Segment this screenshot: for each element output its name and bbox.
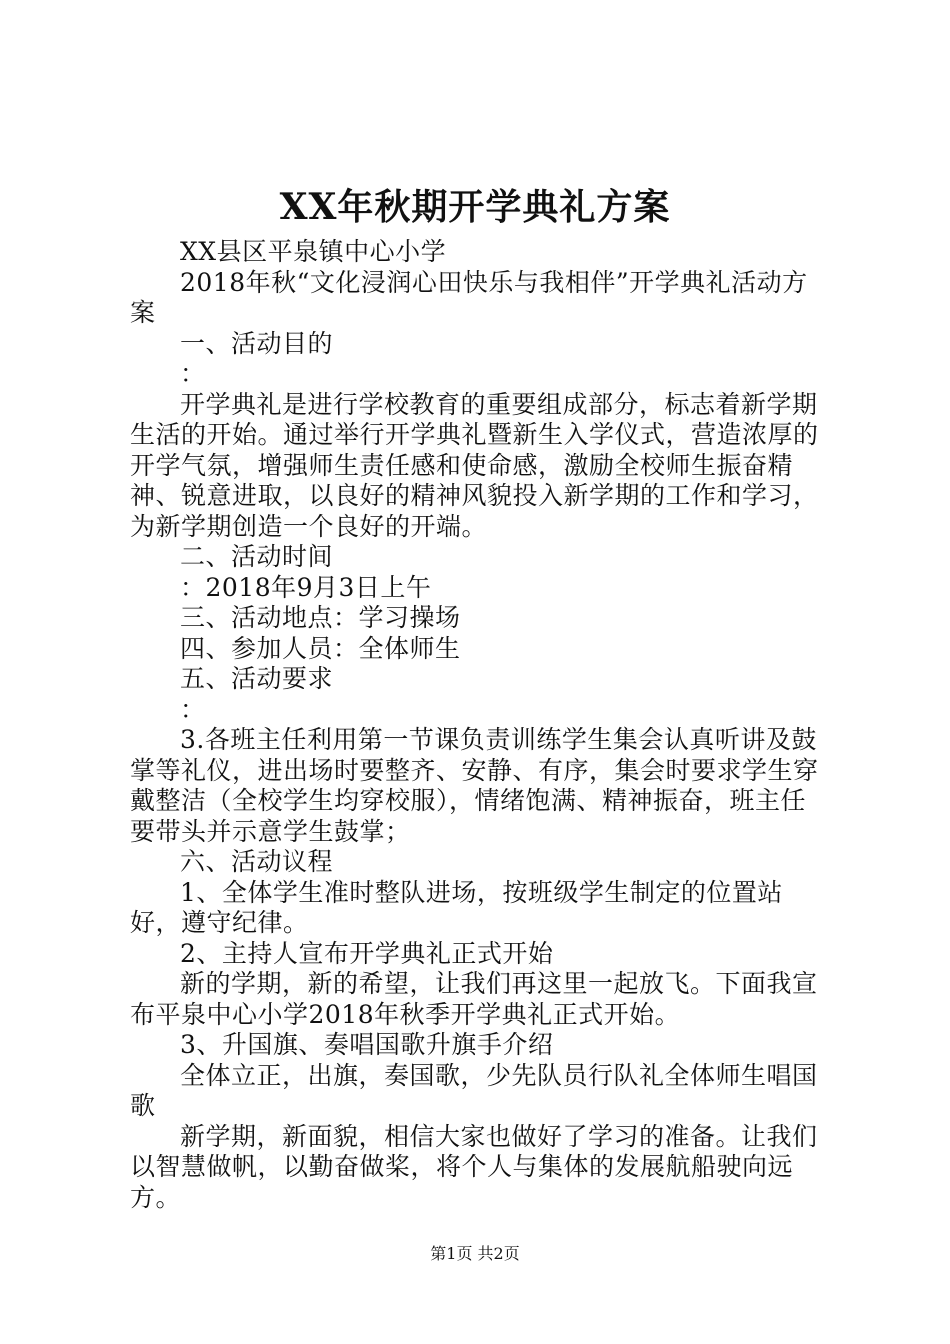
document-title: XX年秋期开学典礼方案: [279, 186, 671, 228]
paragraph-purpose-text: 开学典礼是进行学校教育的重要组成部分，标志着新学期生活的开始。通过举行开学典礼暨新生入学仪式，营造浓厚的开学气氛，增强师生责任感和使命感，激励全校师生振奋精神、锐意进取，以良好的精神风貌投入新学期的工作和学习，为新学期创造一个良好的开端。: [130, 389, 819, 541]
paragraph-agenda-item-3-text: 全体立正，出旗，奏国歌，少先队员行队礼全体师生唱国歌: [130, 1060, 818, 1120]
heading-activity-purpose: 一、活动目的: [180, 328, 334, 358]
page-footer: 第1页 共2页: [430, 1244, 520, 1263]
paragraph-closing-text: 新学期，新面貌，相信大家也做好了学习的准备。让我们以智慧做帆，以勤奋做桨，将个人与集体的发展航船驶向远方。: [130, 1121, 818, 1212]
heading-activity-location: 三、活动地点：学习操场: [180, 603, 461, 632]
heading-activity-time: 二、活动时间: [180, 542, 334, 571]
paragraph-colon: ：: [180, 694, 206, 724]
paragraph-school-name: XX县区平泉镇中心小学: [180, 237, 447, 266]
paragraph-agenda-item-2-text: 新的学期，新的希望，让我们再这里一起放飞。下面我宣布平泉中心小学2018年秋季开学典礼正式开始。: [130, 969, 818, 1029]
paragraph-colon: ：: [180, 359, 206, 388]
heading-participants: 四、参加人员：全体师生: [180, 633, 461, 663]
paragraph-agenda-item-1: 1、全体学生准时整队进场，按班级学生制定的位置站好，遵守纪律。: [130, 877, 783, 937]
paragraph-agenda-item-3: 3、升国旗、奏唱国歌升旗手介绍: [180, 1030, 554, 1059]
paragraph-time-text: ：2018年9月3日上午: [180, 572, 432, 602]
paragraph-agenda-item-2: 2、主持人宣布开学典礼正式开始: [180, 938, 554, 968]
paragraph-plan-title: 2018年秋“文化浸润心田快乐与我相伴”开学典礼活动方案: [130, 267, 808, 327]
document-body: [130, 237, 830, 1213]
heading-activity-requirements: 五、活动要求: [180, 664, 334, 693]
paragraph-requirements-text: 3.各班主任利用第一节课负责训练学生集会认真听讲及鼓掌等礼仪，进出场时要整齐、安静、有序，集会时要求学生穿戴整洁（全校学生均穿校服），情绪饱满、精神振奋，班主任要带头并示意学生鼓掌；: [130, 725, 819, 846]
heading-activity-agenda: 六、活动议程: [180, 847, 334, 876]
